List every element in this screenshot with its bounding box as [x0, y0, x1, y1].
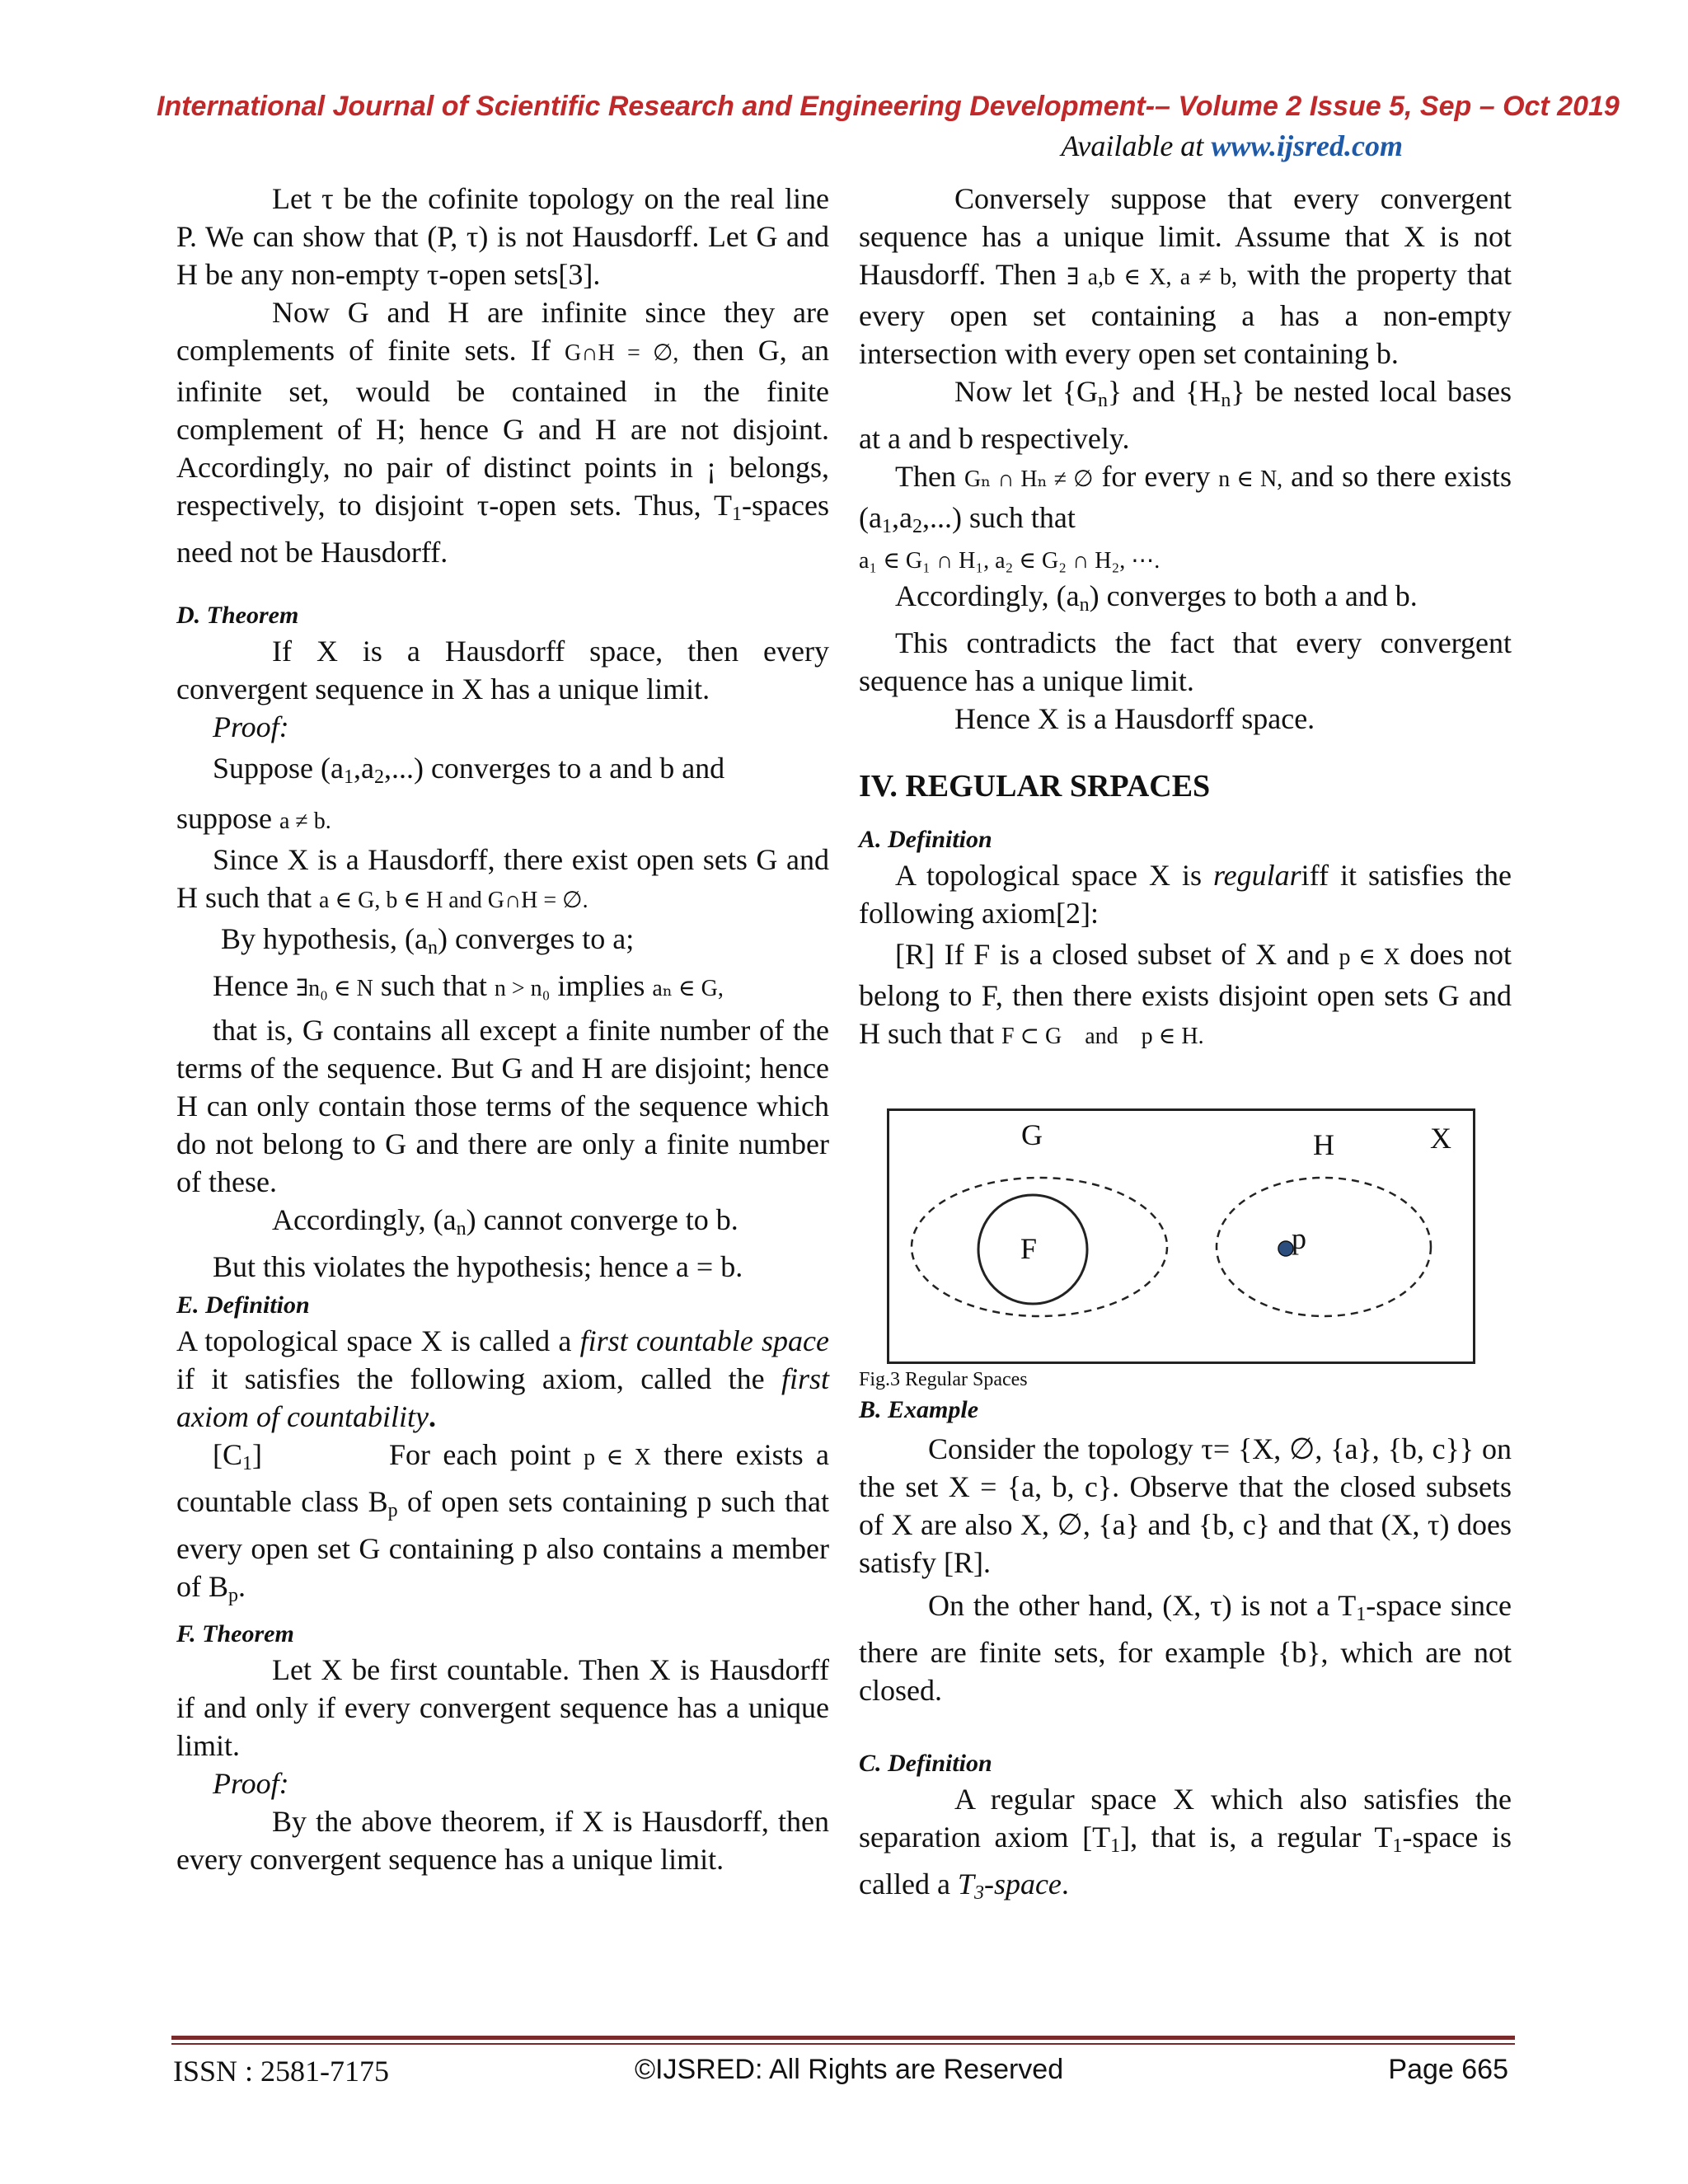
footer-rights: ©IJSRED: All Rights are Reserved — [635, 2054, 1064, 2085]
subscript: 1 — [881, 516, 892, 537]
paragraph — [176, 293, 829, 571]
footer-issn: ISSN : 2581-7175 — [173, 2055, 390, 2088]
text: . — [428, 1400, 436, 1433]
text: A regular space X which also satisfies the separation axiom [T — [859, 1783, 1512, 1854]
text: A topological space X is — [895, 859, 1213, 892]
text: T — [957, 1868, 974, 1900]
subscript: 1 — [1392, 1835, 1403, 1857]
math: G∩H = ∅, — [565, 340, 679, 366]
text: -spaces need not be Hausdorff. — [176, 489, 829, 569]
paragraph: But this violates the hypothesis; hence a = b. — [213, 1250, 743, 1283]
math: p ∈ X — [1339, 944, 1400, 970]
text: if it satisfies the following axiom, called the — [176, 1362, 781, 1395]
text: such that — [373, 969, 495, 1002]
text: there exists a countable class B — [176, 1438, 829, 1518]
section-heading: B. Example — [859, 1396, 979, 1423]
subscript: 2 — [912, 516, 922, 537]
text: of open sets containing p such that every open set G containing p also contains a member of B — [176, 1485, 829, 1603]
paragraph — [859, 457, 1512, 546]
section-heading: E. Definition — [176, 1291, 310, 1319]
subscript: 1 — [1110, 1835, 1121, 1857]
subscript: n — [1221, 390, 1231, 411]
figure-caption: Fig.3 Regular Spaces — [859, 1369, 1028, 1390]
math: n > n₀ — [494, 976, 551, 1001]
text: A topological space X is called a — [176, 1324, 580, 1357]
definition-text — [859, 1780, 1512, 1912]
italic-term: first countable space — [579, 1324, 830, 1357]
subscript: 3 — [973, 1882, 984, 1904]
available-prefix: Available at — [1061, 129, 1212, 162]
paragraph — [859, 1586, 1512, 1709]
text: Then — [895, 460, 964, 493]
paragraph — [859, 577, 1512, 624]
text: } be nested local bases at a and b respectively. — [859, 375, 1512, 455]
footer-page-number: Page 665 — [1388, 2054, 1508, 2085]
text: By hypothesis, (a — [221, 922, 428, 955]
text: Since X is a Hausdorff, there exist open sets G and H such that — [176, 843, 829, 914]
text: Suppose (a — [213, 752, 344, 785]
paragraph: By the above theorem, if X is Hausdorff, then every convergent sequence has a unique limit. — [176, 1805, 829, 1876]
text: ,...) converges to a and b and — [383, 752, 725, 785]
subscript: p — [228, 1585, 238, 1606]
paragraph: that is, G contains all except a finite number of the terms of the sequence. But G and H are disjoint; hence H can only contain those terms of the sequence which do not belong to G and there are only a finite number of these. — [176, 1014, 829, 1198]
paragraph: This contradicts the fact that every convergent sequence has a unique limit. — [859, 626, 1512, 697]
website-link[interactable]: www.ijsred.com — [1211, 129, 1403, 162]
definition-text — [859, 856, 1512, 932]
text: suppose — [176, 802, 279, 835]
section-heading: A. Definition — [859, 826, 992, 853]
text: [C — [213, 1438, 242, 1471]
text: . — [1061, 1868, 1069, 1900]
left-column — [176, 180, 829, 1878]
paragraph: Let τ be the cofinite topology on the real line P. We can show that (P, τ) is not Hausdorff. Let G and H be any non-empty τ-open sets[3]. — [176, 182, 829, 291]
figure-drawing — [889, 1111, 1473, 1361]
sequence-formula: a₁ ∈ G₁ ∩ H₁, a₂ ∈ G₂ ∩ H₂, ⋯. — [859, 548, 1160, 574]
italic-term: first axiom of countability — [176, 1362, 829, 1433]
paragraph — [859, 180, 1512, 373]
paragraph — [176, 841, 829, 920]
text: } and {H — [1108, 375, 1221, 408]
text: ) converges to both a and b. — [1089, 579, 1418, 612]
text: ,...) such that — [921, 501, 1076, 534]
open-set-h-outline — [1217, 1178, 1431, 1316]
paragraph — [176, 799, 829, 841]
text: with the property that every open set containing a has a non-empty intersection with every open set containing b. — [859, 258, 1512, 370]
label-p: p — [1292, 1222, 1306, 1255]
text: ,a — [353, 752, 374, 785]
definition-text — [176, 1322, 829, 1436]
section-heading: F. Theorem — [176, 1620, 294, 1647]
paragraph — [859, 373, 1512, 457]
text: implies — [550, 969, 653, 1002]
label-h: H — [1313, 1128, 1334, 1161]
section-heading: C. Definition — [859, 1750, 992, 1777]
paragraph — [176, 967, 829, 1008]
subscript: 1 — [343, 766, 354, 788]
text: ) cannot converge to b. — [466, 1203, 738, 1236]
proof-label: Proof: — [213, 1767, 289, 1800]
subscript: 1 — [242, 1453, 252, 1474]
subscript: n — [1079, 594, 1090, 616]
text: . — [238, 1570, 246, 1603]
text: ) converges to a; — [437, 922, 635, 955]
text: -space — [983, 1868, 1062, 1900]
math: a ≠ b. — [279, 808, 331, 834]
paragraph: Hence X is a Hausdorff space. — [954, 702, 1315, 735]
subscript: 1 — [732, 504, 743, 525]
italic-term — [957, 1868, 1062, 1904]
regular-spaces-figure — [887, 1108, 1475, 1364]
text: Now let {G — [954, 375, 1099, 408]
math: p ∈ X — [584, 1445, 651, 1470]
text: Now G and H are infinite since they are complements of finite sets. If — [176, 296, 829, 367]
subscript: 2 — [373, 766, 384, 788]
paragraph — [176, 749, 829, 796]
text: Accordingly, (a — [895, 579, 1080, 612]
journal-header: International Journal of Scientific Research and Engineering Development-– Volume 2 Issue 5, Sep – Oct 2019 — [157, 91, 1620, 122]
text: does not belong to F, then there exists disjoint open sets G and H such that — [859, 938, 1512, 1050]
proof-label: Proof: — [213, 710, 289, 743]
subscript: p — [387, 1500, 398, 1521]
math: ∃n₀ ∈ N — [295, 976, 373, 1001]
text: Accordingly, (a — [272, 1203, 457, 1236]
math: aₙ ∈ G, — [652, 976, 724, 1001]
availability-line — [1061, 129, 1403, 163]
theorem-text: If X is a Hausdorff space, then every convergent sequence in X has a unique limit. — [176, 635, 829, 705]
text: -space is called a — [859, 1821, 1512, 1900]
text: for every — [1093, 460, 1219, 493]
text: Hence — [213, 969, 296, 1002]
section-main-heading: IV. REGULAR SRPACES — [859, 769, 1211, 804]
italic-term: regular — [1213, 859, 1301, 892]
footer-divider-thin — [171, 2043, 1515, 2045]
label-x: X — [1430, 1122, 1451, 1155]
paragraph — [176, 920, 829, 967]
text: -space since there are finite sets, for example {b}, which are not closed. — [859, 1589, 1512, 1707]
subscript: n — [427, 937, 438, 958]
subscript: n — [1098, 390, 1109, 411]
text: On the other hand, (X, τ) is not a T — [928, 1589, 1357, 1622]
paragraph — [176, 1201, 829, 1248]
text: then G, an infinite set, would be contained in the finite complement of H; hence G and H are not disjoint. Accordingly, no pair of distinct points in ¡ belongs, respectively, to disjoint τ-open sets. Thus, T — [176, 334, 830, 522]
text: ,a — [891, 501, 912, 534]
text: and so there exists (a — [859, 460, 1512, 534]
text: [R] If F is a closed subset of X and — [895, 938, 1339, 971]
math: a ∈ G, b ∈ H and G∩H = ∅. — [318, 888, 588, 913]
text: ], that is, a regular T — [1120, 1821, 1393, 1854]
paragraph: Consider the topology τ= {X, ∅, {a}, {b, c}} on the set X = {a, b, c}. Observe that the closed subsets of X are also X, ∅, {a} and {b, c} and that (X, τ) does satisfy [R]. — [859, 1432, 1512, 1579]
math: Gₙ ∩ Hₙ ≠ ∅ — [964, 466, 1094, 492]
section-heading: D. Theorem — [176, 602, 299, 629]
open-set-g-outline — [912, 1178, 1167, 1316]
math: F ⊂ G and p ∈ H. — [1001, 1024, 1204, 1049]
label-f: F — [1020, 1232, 1038, 1265]
label-g: G — [1021, 1118, 1043, 1151]
text: iff it satisfies the following axiom[2]: — [859, 859, 1512, 930]
subscript: n — [456, 1218, 467, 1240]
theorem-text: Let X be first countable. Then X is Hausdorff if and only if every convergent sequence has a unique limit. — [176, 1653, 829, 1762]
math: n ∈ N, — [1218, 466, 1283, 492]
footer-divider — [171, 2036, 1515, 2040]
paragraph — [176, 1436, 829, 1615]
right-column — [859, 180, 1512, 1912]
text: ] For each point — [252, 1438, 584, 1471]
paragraph — [859, 935, 1512, 1056]
subscript: 1 — [1356, 1604, 1367, 1625]
text: Conversely suppose that every convergent sequence has a unique limit. Assume that X is not Hausdorff. Then — [859, 182, 1512, 291]
math: ∃ a,b ∈ X, a ≠ b, — [1067, 265, 1238, 290]
